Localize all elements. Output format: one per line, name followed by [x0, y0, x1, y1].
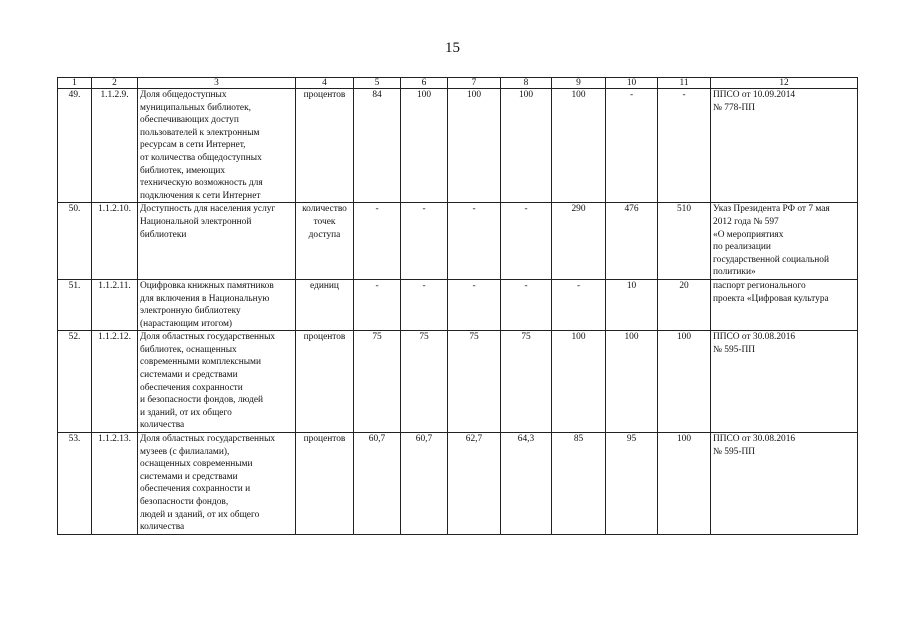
header-cell: 3 — [138, 78, 296, 89]
unit-cell: процентов — [296, 331, 354, 433]
value-col-8: 75 — [501, 331, 552, 433]
value-col-11: 510 — [658, 203, 711, 280]
value-col-9: 100 — [552, 89, 606, 203]
value-col-7: 75 — [448, 331, 501, 433]
table-row — [58, 89, 858, 203]
table-row — [58, 331, 858, 433]
value-col-7: - — [448, 203, 501, 280]
row-code: 1.1.2.9. — [92, 89, 138, 203]
value-col-5: - — [354, 279, 401, 330]
row-code: 1.1.2.13. — [92, 433, 138, 535]
indicators-table — [57, 77, 858, 535]
value-col-10: 95 — [606, 433, 658, 535]
header-cell: 4 — [296, 78, 354, 89]
table-row — [58, 433, 858, 535]
row-number: 52. — [58, 331, 92, 433]
value-col-9: 290 — [552, 203, 606, 280]
value-col-10: - — [606, 89, 658, 203]
value-col-7: 100 — [448, 89, 501, 203]
row-code: 1.1.2.12. — [92, 331, 138, 433]
header-row — [58, 78, 858, 89]
header-cell: 7 — [448, 78, 501, 89]
value-col-6: 75 — [401, 331, 448, 433]
value-col-10: 10 — [606, 279, 658, 330]
value-col-6: 60,7 — [401, 433, 448, 535]
indicator-name: Доступность для населения услуг Национальной электронной библиотеки — [138, 203, 296, 280]
value-col-11: - — [658, 89, 711, 203]
value-col-8: 100 — [501, 89, 552, 203]
value-col-9: - — [552, 279, 606, 330]
value-col-5: - — [354, 203, 401, 280]
unit-cell: процентов — [296, 433, 354, 535]
unit-cell: процентов — [296, 89, 354, 203]
row-number: 49. — [58, 89, 92, 203]
header-cell: 6 — [401, 78, 448, 89]
value-col-11: 100 — [658, 433, 711, 535]
value-col-7: 62,7 — [448, 433, 501, 535]
header-cell: 11 — [658, 78, 711, 89]
header-cell: 9 — [552, 78, 606, 89]
indicator-name: Доля общедоступных муниципальных библиотек, обеспечивающих доступ пользователей к электронным ресурсам в сети Интернет, от количества общедоступных библиотек, имеющих техническую возможность для подключения к сети Интернет — [138, 89, 296, 203]
header-cell: 1 — [58, 78, 92, 89]
legal-basis: ППСО от 10.09.2014 № 778-ПП — [711, 89, 858, 203]
indicator-name: Доля областных государственных библиотек, оснащенных современными комплексными системами и средствами обеспечения сохранности и безопасности фондов, людей и зданий, от их общего количества — [138, 331, 296, 433]
legal-basis: Указ Президента РФ от 7 мая 2012 года № 597 «О мероприятиях по реализации государственной социальной политики» — [711, 203, 858, 280]
indicator-name: Доля областных государственных музеев (с филиалами), оснащенных современными системами и средствами обеспечения сохранности и безопасности фондов, людей и зданий, от их общего количества — [138, 433, 296, 535]
value-col-9: 85 — [552, 433, 606, 535]
table-row — [58, 279, 858, 330]
value-col-6: - — [401, 203, 448, 280]
value-col-9: 100 — [552, 331, 606, 433]
header-cell: 12 — [711, 78, 858, 89]
value-col-10: 476 — [606, 203, 658, 280]
value-col-8: 64,3 — [501, 433, 552, 535]
value-col-10: 100 — [606, 331, 658, 433]
row-number: 53. — [58, 433, 92, 535]
indicator-name: Оцифровка книжных памятников для включения в Национальную электронную библиотеку (нарастающим итогом) — [138, 279, 296, 330]
legal-basis: паспорт регионального проекта «Цифровая культура — [711, 279, 858, 330]
header-cell: 10 — [606, 78, 658, 89]
row-number: 50. — [58, 203, 92, 280]
legal-basis: ППСО от 30.08.2016 № 595-ПП — [711, 433, 858, 535]
value-col-8: - — [501, 203, 552, 280]
value-col-8: - — [501, 279, 552, 330]
value-col-7: - — [448, 279, 501, 330]
header-cell: 8 — [501, 78, 552, 89]
row-code: 1.1.2.11. — [92, 279, 138, 330]
value-col-5: 60,7 — [354, 433, 401, 535]
unit-cell: единиц — [296, 279, 354, 330]
value-col-11: 100 — [658, 331, 711, 433]
value-col-5: 75 — [354, 331, 401, 433]
table-row — [58, 203, 858, 280]
value-col-5: 84 — [354, 89, 401, 203]
header-cell: 5 — [354, 78, 401, 89]
header-cell: 2 — [92, 78, 138, 89]
value-col-6: - — [401, 279, 448, 330]
row-code: 1.1.2.10. — [92, 203, 138, 280]
page-number: 15 — [445, 40, 460, 56]
legal-basis: ППСО от 30.08.2016 № 595-ПП — [711, 331, 858, 433]
value-col-11: 20 — [658, 279, 711, 330]
unit-cell: количество точек доступа — [296, 203, 354, 280]
value-col-6: 100 — [401, 89, 448, 203]
row-number: 51. — [58, 279, 92, 330]
